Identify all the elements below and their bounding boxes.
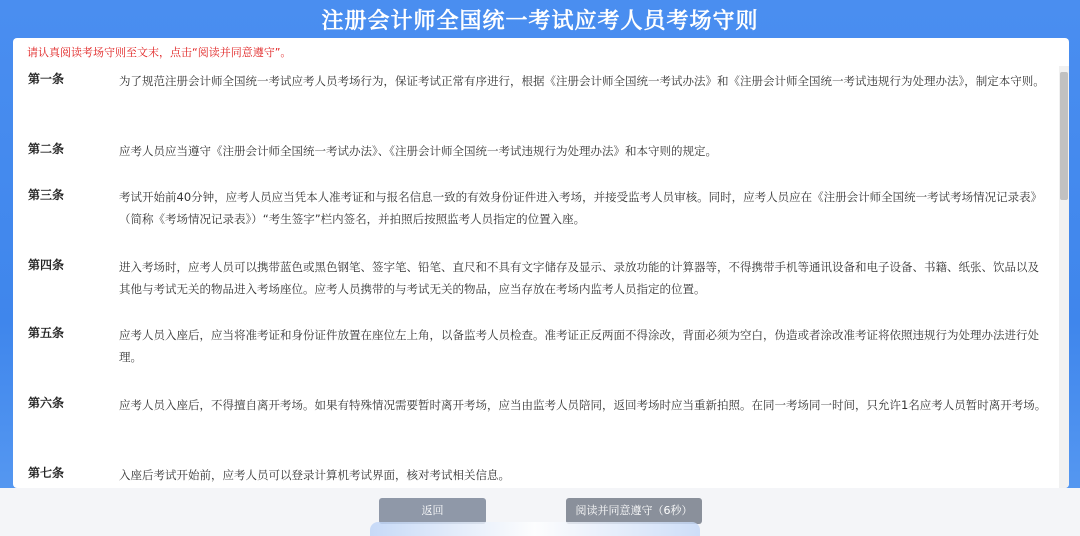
rule-label: 第七条	[28, 466, 65, 480]
rule-text: 入座后考试开始前，应考人员可以登录计算机考试界面，核对考试相关信息。	[119, 468, 510, 482]
rules-scrollbar[interactable]	[1059, 66, 1069, 488]
rule-text: 为了规范注册会计师全国统一考试应考人员考场行为，保证考试正常有序进行，根据《注册会计师全国统一考试办法》和《注册会计师全国统一考试违规行为处理办法》，制定本守则。	[119, 74, 1045, 88]
rule-label: 第五条	[28, 326, 65, 340]
rules-list[interactable]	[13, 66, 1057, 488]
scrollbar-thumb[interactable]	[1060, 72, 1068, 200]
rule-label: 第三条	[28, 188, 65, 202]
rule-text: 应考人员入座后，不得擅自离开考场。如果有特殊情况需要暂时离开考场，应当由监考人员陪同，返回考场时应当重新拍照。在同一考场同一时间，只允许1名应考人员暂时离开考场。	[119, 398, 1047, 412]
rule-label: 第一条	[28, 72, 65, 86]
rule-label: 第四条	[28, 258, 65, 272]
reading-notice: 请认真阅读考场守则至文末，点击“阅读并同意遵守”。	[27, 46, 292, 59]
rule-text: 应考人员入座后，应当将准考证和身份证件放置在座位左上角，以备监考人员检查。准考证正反两面不得涂改，背面必须为空白，伪造或者涂改准考证将依照违规行为处理办法进行处理。	[119, 328, 1039, 364]
background-decoration	[370, 522, 700, 536]
rules-panel	[13, 38, 1069, 488]
rule-text: 应考人员应当遵守《注册会计师全国统一考试办法》、《注册会计师全国统一考试违规行为处理办法》和本守则的规定。	[119, 144, 717, 158]
rule-label: 第六条	[28, 396, 65, 410]
back-button[interactable]: 返回	[379, 498, 486, 524]
rule-text: 考试开始前40分钟，应考人员应当凭本人准考证和与报名信息一致的有效身份证件进入考场，并接受监考人员审核。同时，应考人员应在《注册会计师全国统一考试考场情况记录表》（简称《考场情况记录表》）“考生签字”栏内签名，并拍照后按照监考人员指定的位置入座。	[119, 190, 1043, 226]
rule-label: 第二条	[28, 142, 65, 156]
agree-button[interactable]: 阅读并同意遵守（6秒）	[566, 498, 702, 524]
page-title: 注册会计师全国统一考试应考人员考场守则	[321, 9, 759, 34]
rule-text: 进入考场时，应考人员可以携带蓝色或黑色钢笔、签字笔、铅笔、直尺和不具有文字储存及显示、录放功能的计算器等，不得携带手机等通讯设备和电子设备、书籍、纸张、饮品以及其他与考试无关的物品进入考场座位。应考人员携带的与考试无关的物品，应当存放在考场内监考人员指定的位置。	[119, 260, 1039, 296]
